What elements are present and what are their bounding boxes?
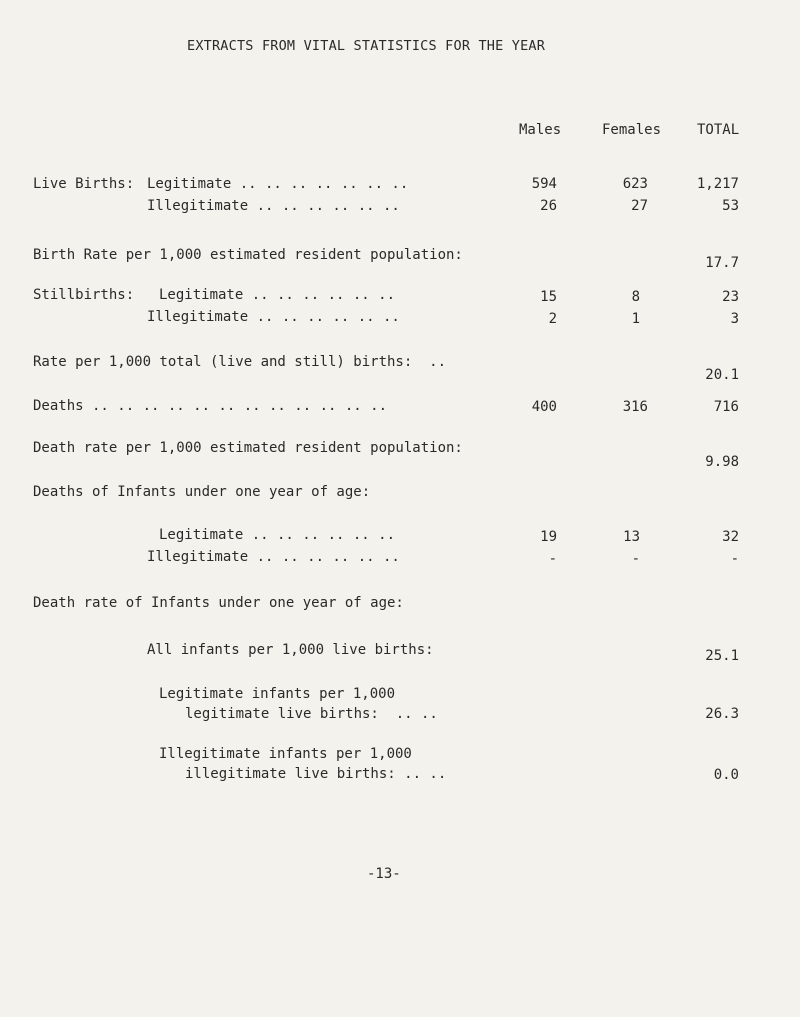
infant-deaths-legitimate-total: 32	[722, 529, 739, 545]
stillbirths-illegitimate-males: 2	[548, 311, 557, 327]
infant-deaths-illegitimate-label: Illegitimate .. .. .. .. .. ..	[147, 549, 400, 565]
stillbirths-legitimate-females: 8	[631, 289, 640, 305]
infant-deaths-illegitimate-total: -	[730, 551, 739, 567]
stillbirths-illegitimate-females: 1	[631, 311, 640, 327]
stillbirths-legitimate-label: Legitimate .. .. .. .. .. ..	[159, 287, 396, 303]
header-females: Females	[602, 122, 662, 138]
infant-deaths-legitimate-label: Legitimate .. .. .. .. .. ..	[159, 527, 396, 543]
infant-deaths-label: Deaths of Infants under one year of age:	[33, 484, 371, 500]
birth-rate-total: 17.7	[705, 255, 739, 271]
birth-rate-label: Birth Rate per 1,000 estimated resident population:	[33, 247, 463, 263]
live-births-legitimate-males: 594	[531, 176, 557, 192]
page-title: EXTRACTS FROM VITAL STATISTICS FOR THE YEAR	[187, 38, 546, 54]
live-births-legitimate-total: 1,217	[696, 176, 739, 192]
header-total: TOTAL	[697, 122, 740, 138]
infant-deaths-legitimate-females: 13	[623, 529, 640, 545]
live-births-label: Live Births:	[33, 176, 135, 192]
live-births-illegitimate-males: 26	[540, 198, 557, 214]
stillbirths-legitimate-males: 15	[540, 289, 557, 305]
infant-deaths-illegitimate-males: -	[548, 551, 557, 567]
infant-deaths-legitimate-males: 19	[540, 529, 557, 545]
death-rate-total: 9.98	[705, 454, 739, 470]
infant-deaths-illegitimate-females: -	[631, 551, 640, 567]
live-births-illegitimate-label: Illegitimate .. .. .. .. .. ..	[147, 198, 400, 214]
live-births-legitimate-females: 623	[622, 176, 648, 192]
stillbirth-rate-label: Rate per 1,000 total (live and still) births: ..	[33, 354, 447, 370]
deaths-females: 316	[622, 399, 648, 415]
infant-death-rate-illegitimate-total: 0.0	[713, 767, 739, 783]
stillbirths-illegitimate-total: 3	[730, 311, 739, 327]
infant-death-rate-all-total: 25.1	[705, 648, 739, 664]
infant-death-rate-all-label: All infants per 1,000 live births:	[147, 642, 434, 658]
infant-death-rate-legitimate-label-line1: Legitimate infants per 1,000	[159, 686, 396, 702]
deaths-males: 400	[531, 399, 557, 415]
stillbirth-rate-total: 20.1	[705, 367, 739, 383]
stillbirths-label: Stillbirths:	[33, 287, 135, 303]
stillbirths-legitimate-total: 23	[722, 289, 739, 305]
page-number: -13-	[367, 866, 401, 882]
live-births-illegitimate-females: 27	[631, 198, 648, 214]
infant-death-rate-label: Death rate of Infants under one year of age:	[33, 595, 404, 611]
deaths-total: 716	[713, 399, 739, 415]
stillbirths-illegitimate-label: Illegitimate .. .. .. .. .. ..	[147, 309, 400, 325]
header-males: Males	[519, 122, 562, 138]
infant-death-rate-legitimate-total: 26.3	[705, 706, 739, 722]
infant-death-rate-illegitimate-label-line1: Illegitimate infants per 1,000	[159, 746, 412, 762]
death-rate-label: Death rate per 1,000 estimated resident population:	[33, 440, 463, 456]
live-births-legitimate-label: Legitimate .. .. .. .. .. .. ..	[147, 176, 409, 192]
infant-death-rate-legitimate-label-line2: legitimate live births: .. ..	[185, 706, 438, 722]
deaths-label: Deaths .. .. .. .. .. .. .. .. .. .. .. ..	[33, 398, 388, 414]
live-births-illegitimate-total: 53	[722, 198, 739, 214]
infant-death-rate-illegitimate-label-line2: illegitimate live births: .. ..	[185, 766, 447, 782]
